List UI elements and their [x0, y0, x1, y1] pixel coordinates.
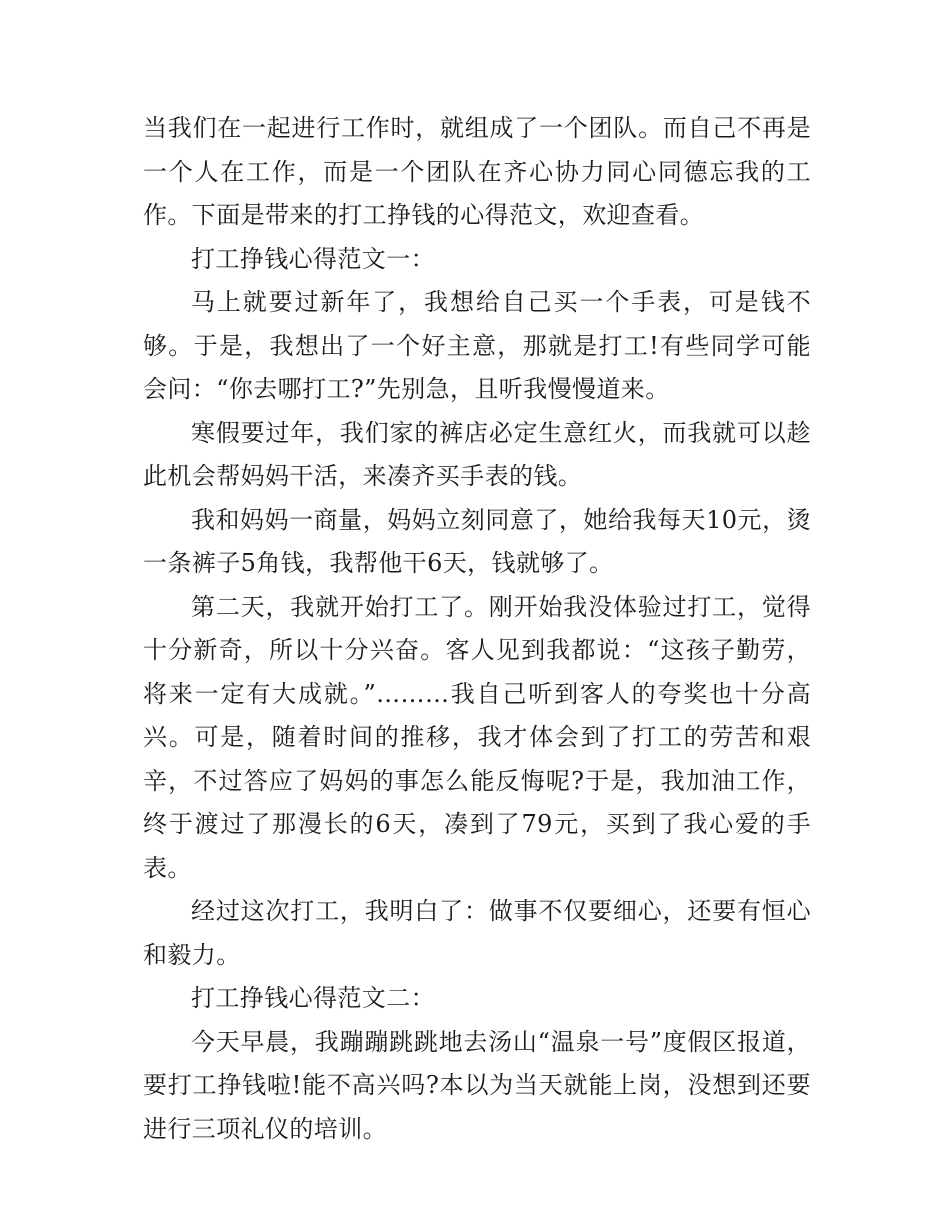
body-paragraph: 经过这次打工，我明白了：做事不仅要细心，还要有恒心和毅力。 — [143, 897, 811, 969]
body-paragraph: 第二天，我就开始打工了。刚开始我没体验过打工，觉得十分新奇，所以十分兴奋。客人见到我都说：“这孩子勤劳，将来一定有大成就。”………我自己听到客人的夸奖也十分高兴。可是，随着时间的推移，我才体会到了打工的劳苦和艰辛，不过答应了妈妈的事怎么能反悔呢?于是，我加油工作，终于渡过了那漫长的6天，凑到了79元，买到了我心爱的手表。 — [143, 592, 811, 882]
intro-paragraph: 当我们在一起进行工作时，就组成了一个团队。而自己不再是一个人在工作，而是一个团队在齐心协力同心同德忘我的工作。下面是带来的打工挣钱的心得范文，欢迎查看。 — [143, 114, 811, 229]
section-heading-sample-two: 打工挣钱心得范文二： — [191, 984, 435, 1012]
body-paragraph: 我和妈妈一商量，妈妈立刻同意了，她给我每天10元，烫一条裤子5角钱，我帮他干6天，钱就够了。 — [143, 505, 811, 577]
body-paragraph: 今天早晨，我蹦蹦跳跳地去汤山“温泉一号”度假区报道，要打工挣钱啦!能不高兴吗?本以为当天就能上岗，没想到还要进行三项礼仪的培训。 — [143, 1027, 811, 1143]
section-heading-sample-one: 打工挣钱心得范文一： — [191, 244, 435, 273]
body-paragraph: 马上就要过新年了，我想给自己买一个手表，可是钱不够。于是，我想出了一个好主意，那就是打工!有些同学可能会问：“你去哪打工?”先别急，且听我慢慢道来。 — [143, 288, 811, 403]
document-body — [143, 107, 811, 1151]
body-paragraph: 寒假要过年，我们家的裤店必定生意红火，而我就可以趁此机会帮妈妈干活，来凑齐买手表的钱。 — [143, 418, 811, 490]
